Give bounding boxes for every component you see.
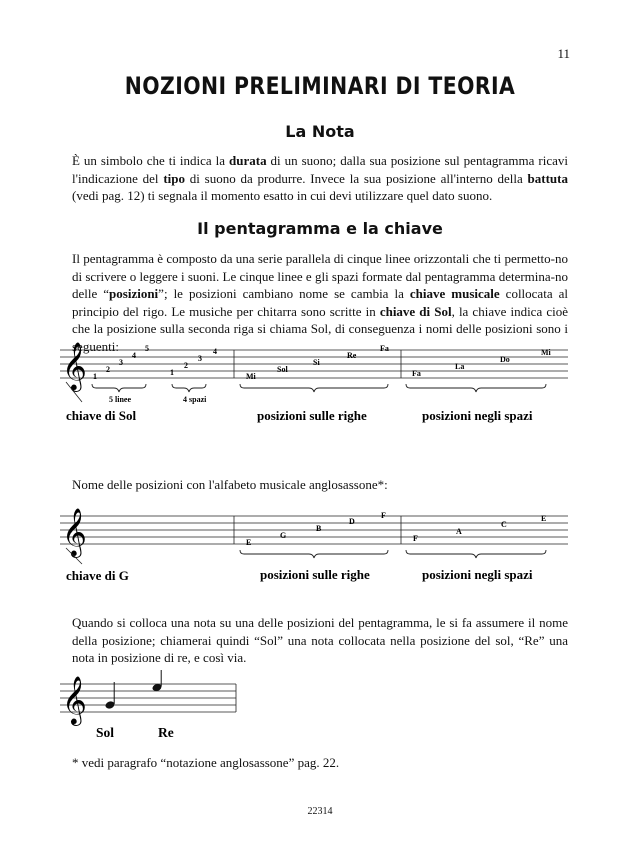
footnote: * vedi paragrafo “notazione anglosassone” pag. 22. <box>72 755 340 770</box>
note-name: Sol <box>277 365 288 374</box>
line-number: 5 <box>145 344 149 353</box>
note-name: La <box>455 362 465 371</box>
note-label-re: Re <box>158 725 174 740</box>
brace <box>240 384 388 392</box>
treble-clef-icon: 𝄞 <box>62 344 87 390</box>
note-name: Re <box>347 351 357 360</box>
note-name: G <box>280 531 287 540</box>
paragraph-la-nota: È un simbolo che ti indica la durata di un suono; dalla sua posizione sul pentagramma ricavi l'indicazione del tipo di suono da produrre. Invece la sua posizione all'interno della battuta (vedi pag. 12) ti segnala il momento esatto in cui devi utilizzare quel dato suono. <box>72 153 568 203</box>
space-positions-caption: posizioni negli spazi <box>422 567 533 582</box>
bold-term: battuta <box>527 170 568 186</box>
page-number: 11 <box>557 46 570 61</box>
footer-code: 22314 <box>307 806 333 817</box>
brace <box>240 550 388 558</box>
note-name: Si <box>313 358 320 367</box>
space-number: 2 <box>184 361 188 370</box>
note-name: A <box>456 527 462 536</box>
section-title-la-nota: La Nota <box>285 122 355 141</box>
line-positions-caption: posizioni sulle righe <box>260 567 370 582</box>
line-number: 2 <box>106 365 110 374</box>
note-name: Fa <box>380 344 389 353</box>
paragraph-note-position: Quando si colloca una nota su una delle posizioni del pentagramma, le si fa assumere il nome della posizione; chiamerai quindi “Sol” una nota collocata nella posizione del sol, “Re” una nota in posizione di re, e così via. <box>72 615 568 665</box>
treble-clef-icon: 𝄞 <box>62 678 87 724</box>
page-title: NOZIONI PRELIMINARI DI TEORIA <box>124 72 516 100</box>
staff-diagram-italian <box>0 330 640 430</box>
paragraph-pentagramma: Il pentagramma è composto da una serie parallela di cinque linee orizzontali che ti permetto-no di scrivere o leggere i suoni. Le cinque linee e gli spazi formate dal pentagramma determina-no delle “posizioni”; le posizioni cambiano nome se cambia la chiave musicale collocata al principio del rigo. Le musiche per chitarra sono scritte in chiave di Sol, la chiave indica cioè che la posizione sulla seconda riga si chiama Sol, di conseguenza i nomi delle posizioni sono i seguenti: <box>72 251 568 354</box>
staff-diagram-anglo <box>0 500 640 590</box>
line-positions-caption: posizioni sulle righe <box>257 408 367 423</box>
section-title-pentagramma: Il pentagramma e la chiave <box>197 219 443 238</box>
staff-lines <box>60 516 568 544</box>
note-name: Do <box>500 355 510 364</box>
clef-caption: chiave di Sol <box>66 408 137 423</box>
bold-term: tipo <box>163 170 185 186</box>
lines-caption: 5 linee <box>109 395 131 404</box>
spaces-caption: 4 spazi <box>183 395 207 404</box>
space-positions-caption: posizioni negli spazi <box>422 408 533 423</box>
line-number: 3 <box>119 358 123 367</box>
line-number: 4 <box>132 351 136 360</box>
line-number: 1 <box>93 372 97 381</box>
bold-term: durata <box>229 153 267 168</box>
brace <box>406 384 546 392</box>
note-name: E <box>541 514 547 523</box>
bold-term: chiave musicale <box>409 286 500 301</box>
note-sol <box>105 682 116 710</box>
space-number: 1 <box>170 368 174 377</box>
space-number: 3 <box>198 354 202 363</box>
staff-diagram-notes <box>0 670 640 750</box>
note-re <box>152 670 163 692</box>
clef-caption: chiave di G <box>66 568 129 583</box>
note-label-sol: Sol <box>96 725 115 740</box>
brace <box>92 384 146 392</box>
bold-term: posizioni <box>109 286 159 301</box>
note-name: B <box>316 524 322 533</box>
note-name: Fa <box>412 369 421 378</box>
paragraph-anglosassone: Nome delle posizioni con l'alfabeto musicale anglosassone*: <box>72 477 388 492</box>
brace <box>172 384 206 392</box>
treble-clef-icon: 𝄞 <box>62 510 87 556</box>
brace <box>406 550 546 558</box>
bold-term: chiave di Sol <box>379 303 452 319</box>
note-name: F <box>381 511 386 520</box>
note-name: E <box>246 538 252 547</box>
space-number: 4 <box>213 347 217 356</box>
note-name: F <box>413 534 418 543</box>
note-name: D <box>349 517 355 526</box>
note-name: C <box>501 520 507 529</box>
note-name: Mi <box>541 348 551 357</box>
note-name: Mi <box>246 372 256 381</box>
